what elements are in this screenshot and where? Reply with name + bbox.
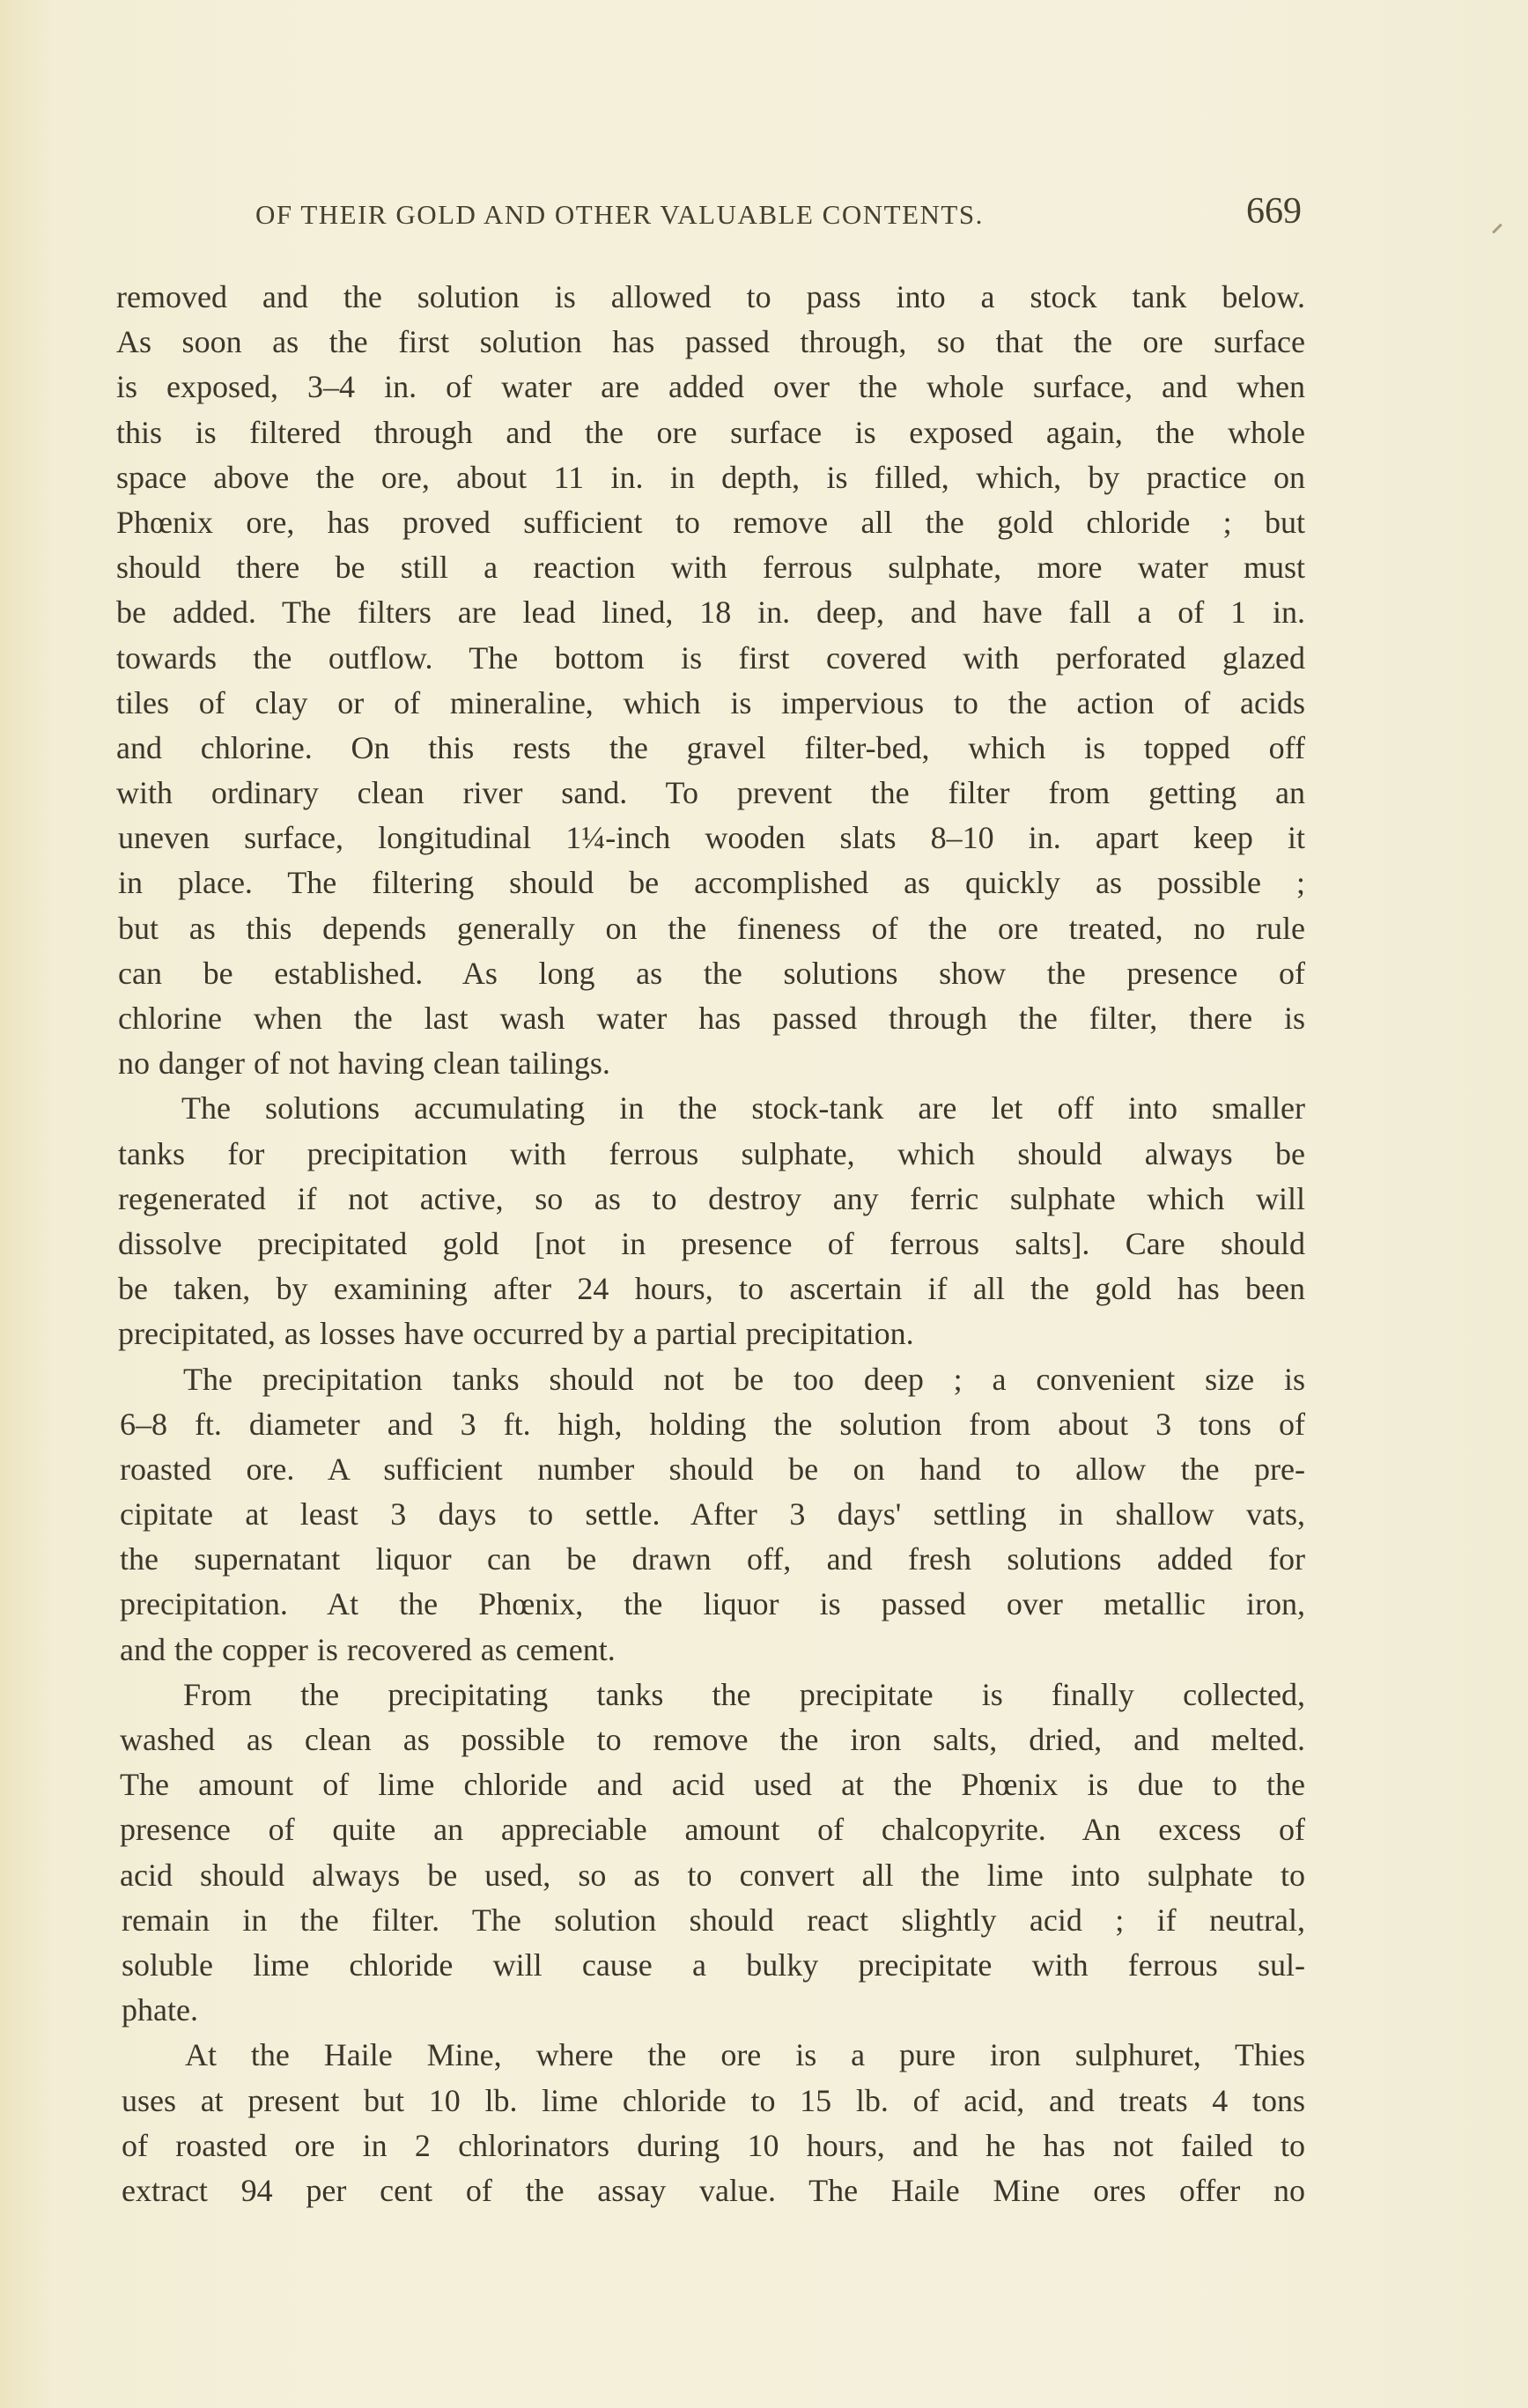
text-line: uneven surface, longitudinal 1¼-inch wooden slats 8–10 in. apart keep it (118, 820, 1305, 856)
text-line: 6–8 ft. diameter and 3 ft. high, holding the solution from about 3 tons of (120, 1406, 1305, 1442)
paragraph (116, 1673, 1305, 2034)
text-line: tanks for precipitation with ferrous sulphate, which should always be (118, 1135, 1305, 1171)
text-line: of roasted ore in 2 chlorinators during 10 hours, and he has not failed to (122, 2127, 1305, 2163)
text-line: but as this depends generally on the fineness of the ore treated, no rule (118, 910, 1305, 946)
body-text (116, 275, 1305, 2213)
text-line: no danger of not having clean tailings. (118, 1045, 610, 1082)
text-line: should there be still a reaction with ferrous sulphate, more water must (116, 550, 1305, 586)
text-line: From the precipitating tanks the precipitate is finally collected, (183, 1676, 1305, 1712)
text-line: and the copper is recovered as cement. (120, 1631, 616, 1667)
text-line: extract 94 per cent of the assay value. The Haile Mine ores offer no (122, 2172, 1305, 2208)
text-line: this is filtered through and the ore surface is exposed again, the whole (116, 414, 1305, 450)
text-line: is exposed, 3–4 in. of water are added over the whole surface, and when (116, 369, 1305, 405)
text-line: The amount of lime chloride and acid used at the Phœnix is due to the (120, 1767, 1305, 1803)
text-line: in place. The filtering should be accomplished as quickly as possible ; (118, 865, 1305, 901)
text-line: soluble lime chloride will cause a bulky precipitate with ferrous sul- (122, 1946, 1305, 1983)
paragraph (116, 1357, 1305, 1673)
paragraph (116, 2033, 1305, 2213)
text-line: precipitated, as losses have occurred by a partial precipitation. (118, 1316, 914, 1352)
text-line: precipitation. At the Phœnix, the liquor is passed over metallic iron, (120, 1586, 1305, 1622)
text-line: At the Haile Mine, where the ore is a pure iron sulphuret, Thies (185, 2037, 1305, 2073)
running-head-title: OF THEIR GOLD AND OTHER VALUABLE CONTENTS. (255, 199, 984, 230)
text-line: removed and the solution is allowed to pass into a stock tank below. (116, 279, 1305, 314)
text-line: regenerated if not active, so as to destroy any ferric sulphate which will (118, 1180, 1305, 1216)
text-line: washed as clean as possible to remove the iron salts, dried, and melted. (120, 1722, 1305, 1757)
text-line: cipitate at least 3 days to settle. After 3 days' settling in shallow vats, (120, 1496, 1305, 1533)
text-line: dissolve precipitated gold [not in presence of ferrous salts]. Care should (118, 1225, 1305, 1261)
text-line: roasted ore. A sufficient number should be on hand to allow the pre- (120, 1451, 1305, 1487)
text-line: uses at present but 10 lb. lime chloride to 15 lb. of acid, and treats 4 tons (122, 2082, 1305, 2118)
text-line: acid should always be used, so as to convert all the lime into sulphate to (120, 1857, 1305, 1893)
text-line: can be established. As long as the solutions show the presence of (118, 955, 1305, 991)
text-line: be added. The filters are lead lined, 18 in. deep, and have fall a of 1 in. (116, 595, 1305, 631)
text-line: and chlorine. On this rests the gravel filter-bed, which is topped off (116, 729, 1305, 765)
text-line: chlorine when the last wash water has passed through the filter, there is (118, 1001, 1305, 1036)
paragraph (116, 275, 1305, 1086)
text-line: be taken, by examining after 24 hours, to ascertain if all the gold has been (118, 1271, 1305, 1307)
text-line: remain in the filter. The solution should react slightly acid ; if neutral, (122, 1902, 1305, 1938)
text-line: space above the ore, about 11 in. in depth, is filled, which, by practice on (116, 459, 1305, 495)
pencil-mark (1492, 223, 1502, 233)
text-line: presence of quite an appreciable amount of chalcopyrite. An excess of (120, 1812, 1305, 1848)
text-line: As soon as the first solution has passed through, so that the ore surface (116, 324, 1305, 360)
text-line: phate. (122, 1992, 198, 2028)
text-line: towards the outflow. The bottom is first covered with perforated glazed (116, 639, 1305, 676)
text-line: Phœnix ore, has proved sufficient to remove all the gold chloride ; but (116, 504, 1305, 540)
text-line: The solutions accumulating in the stock-tank are let off into smaller (181, 1090, 1305, 1126)
running-head (255, 191, 1312, 240)
text-line: tiles of clay or of mineraline, which is impervious to the action of acids (116, 684, 1305, 720)
paragraph (116, 1086, 1305, 1356)
text-line: the supernatant liquor can be drawn off, and fresh solutions added for (120, 1541, 1305, 1577)
text-line: The precipitation tanks should not be too deep ; a convenient size is (183, 1361, 1305, 1397)
page-number: 669 (1246, 191, 1302, 232)
text-line: with ordinary clean river sand. To prevent the filter from getting an (116, 775, 1305, 811)
